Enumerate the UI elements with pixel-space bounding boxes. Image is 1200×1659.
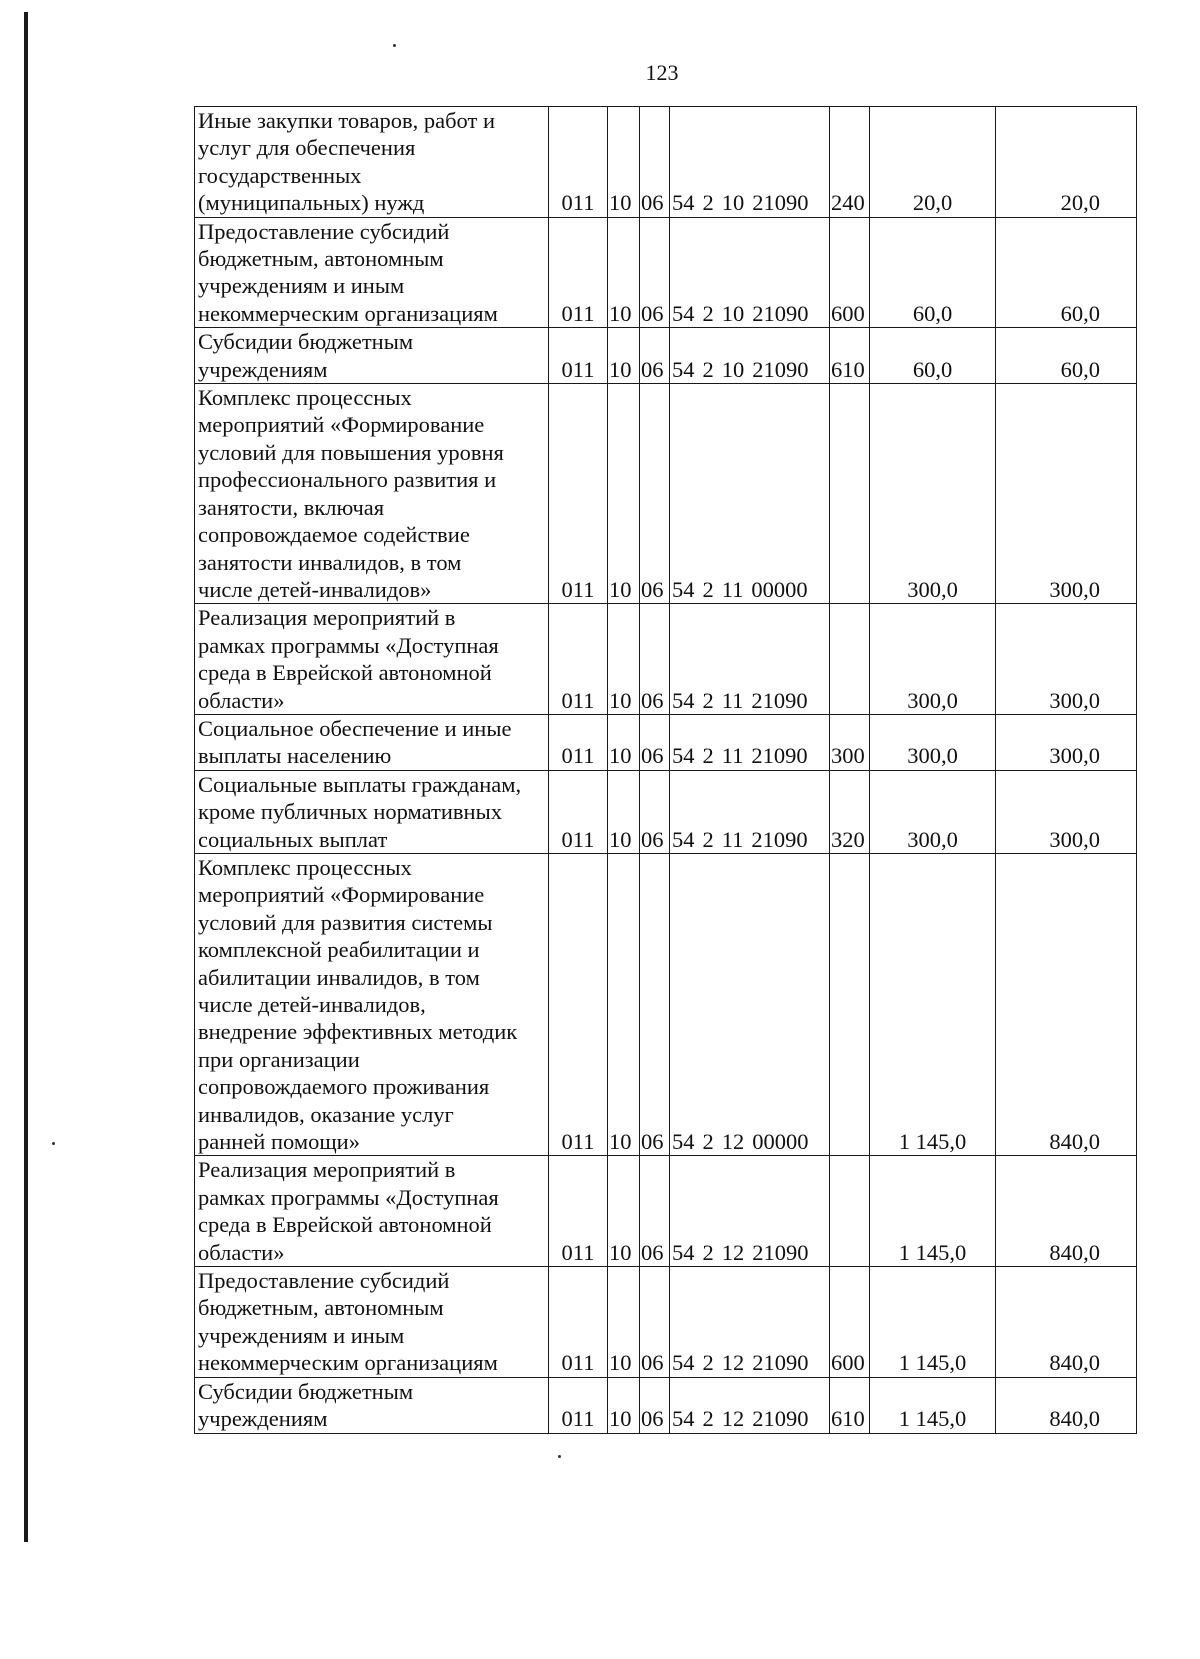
- target-article-code-part: 21090: [752, 190, 809, 216]
- expense-name-line: рамках программы «Доступная: [198, 632, 499, 658]
- subsection-code-cell: 06: [640, 328, 670, 384]
- table-row: [195, 1156, 1137, 1267]
- amount-year1-cell: 1 145,0: [870, 853, 996, 1155]
- target-article-code-part: 2: [702, 1406, 714, 1432]
- target-article-code-part: 21090: [752, 300, 809, 326]
- grbs-code-cell: 011: [549, 328, 608, 384]
- expense-name-line: среда в Еврейской автономной: [198, 1212, 492, 1238]
- target-article-code-part: 00000: [751, 576, 808, 602]
- table-row: [195, 217, 1137, 328]
- expense-name-line: условий для развития системы: [198, 909, 493, 935]
- target-article-code-part: 21090: [752, 356, 809, 382]
- amount-year2-cell: 300,0: [996, 604, 1137, 715]
- table-row: [195, 384, 1137, 604]
- expense-name-line: комплексной реабилитации и: [198, 937, 480, 963]
- expense-name-line: государственных: [198, 162, 362, 188]
- target-article-code-part: 2: [702, 300, 714, 326]
- amount-year1-cell: 60,0: [870, 217, 996, 328]
- subsection-code-cell: 06: [640, 1156, 670, 1267]
- target-article-code-part: 2: [702, 1129, 714, 1155]
- target-article-code-part: 2: [702, 1350, 714, 1376]
- grbs-code-cell: 011: [549, 853, 608, 1155]
- table-row: [195, 770, 1137, 853]
- expense-name-line: социальных выплат: [198, 826, 388, 852]
- expense-name-cell: [195, 328, 549, 384]
- expense-name-line: бюджетным, автономным: [198, 1295, 444, 1321]
- target-article-code-cell: [670, 1267, 830, 1378]
- expense-name-line: Комплекс процессных: [198, 385, 412, 411]
- scan-speck: [393, 44, 396, 47]
- target-article-code-cell: [670, 853, 830, 1155]
- expense-type-code-cell: 600: [830, 217, 870, 328]
- amount-year2-cell: 840,0: [996, 853, 1137, 1155]
- expense-name-line: профессионального развития и: [198, 467, 497, 493]
- expense-name-line: некоммерческим организациям: [198, 300, 498, 326]
- target-article-code-part: 21090: [751, 826, 808, 852]
- target-article-code-part: 2: [702, 1239, 714, 1265]
- expense-name-line: мероприятий «Формирование: [198, 882, 485, 908]
- grbs-code-cell: 011: [549, 107, 608, 218]
- subsection-code-cell: 06: [640, 384, 670, 604]
- expense-name-line: некоммерческим организациям: [198, 1350, 498, 1376]
- grbs-code-cell: 011: [549, 1267, 608, 1378]
- expense-name-cell: [195, 1377, 549, 1433]
- table-row: [195, 1377, 1137, 1433]
- target-article-code-part: 54: [672, 356, 695, 382]
- expense-type-code-cell: [830, 1156, 870, 1267]
- expense-name-line: занятости, включая: [198, 494, 385, 520]
- expense-type-code-cell: 610: [830, 328, 870, 384]
- amount-year1-cell: 300,0: [870, 714, 996, 770]
- expense-name-line: рамках программы «Доступная: [198, 1184, 499, 1210]
- amount-year1-cell: 60,0: [870, 328, 996, 384]
- expense-name-cell: [195, 714, 549, 770]
- target-article-code-part: 12: [721, 1406, 745, 1432]
- amount-year1-cell: 300,0: [870, 770, 996, 853]
- target-article-code-part: 2: [702, 826, 714, 852]
- expense-name-line: учреждениям: [198, 1406, 328, 1432]
- expense-name-line: мероприятий «Формирование: [198, 412, 485, 438]
- section-code-cell: 10: [608, 1267, 640, 1378]
- amount-year2-cell: 840,0: [996, 1156, 1137, 1267]
- target-article-code-cell: [670, 714, 830, 770]
- subsection-code-cell: 06: [640, 714, 670, 770]
- target-article-code-part: 54: [672, 190, 695, 216]
- target-article-code-part: 54: [672, 1129, 695, 1155]
- grbs-code-cell: 011: [549, 714, 608, 770]
- expense-name-line: кроме публичных нормативных: [198, 799, 502, 825]
- target-article-code-part: 54: [672, 1239, 695, 1265]
- target-article-code-part: 54: [672, 576, 695, 602]
- subsection-code-cell: 06: [640, 217, 670, 328]
- expense-name-line: области»: [198, 1239, 285, 1265]
- expense-name-line: Предоставление субсидий: [198, 1268, 450, 1294]
- amount-year1-cell: 300,0: [870, 604, 996, 715]
- target-article-code-part: 21090: [751, 743, 808, 769]
- target-article-code-part: 21090: [751, 687, 808, 713]
- amount-year1-cell: 20,0: [870, 107, 996, 218]
- grbs-code-cell: 011: [549, 1377, 608, 1433]
- expense-name-line: области»: [198, 687, 285, 713]
- page-number: 123: [645, 60, 679, 85]
- target-article-code-part: 2: [702, 743, 714, 769]
- amount-year2-cell: 60,0: [996, 217, 1137, 328]
- expense-name-line: при организации: [198, 1046, 360, 1072]
- expense-type-code-cell: [830, 604, 870, 715]
- target-article-code-cell: [670, 604, 830, 715]
- expense-name-line: условий для повышения уровня: [198, 439, 504, 465]
- section-code-cell: 10: [608, 217, 640, 328]
- expense-type-code-cell: 320: [830, 770, 870, 853]
- target-article-code-part: 12: [721, 1350, 745, 1376]
- expense-name-line: ранней помощи»: [198, 1129, 360, 1155]
- target-article-code-part: 21090: [752, 1350, 809, 1376]
- scan-speck: [558, 1455, 561, 1458]
- amount-year2-cell: 300,0: [996, 714, 1137, 770]
- expense-name-cell: [195, 1156, 549, 1267]
- section-code-cell: 10: [608, 384, 640, 604]
- table-row: [195, 328, 1137, 384]
- target-article-code-cell: [670, 384, 830, 604]
- section-code-cell: 10: [608, 1377, 640, 1433]
- grbs-code-cell: 011: [549, 217, 608, 328]
- subsection-code-cell: 06: [640, 1267, 670, 1378]
- target-article-code-part: 2: [702, 190, 714, 216]
- target-article-code-cell: [670, 1377, 830, 1433]
- amount-year1-cell: 1 145,0: [870, 1267, 996, 1378]
- expense-type-code-cell: 610: [830, 1377, 870, 1433]
- expense-name-line: учреждениям и иным: [198, 1322, 405, 1348]
- target-article-code-cell: [670, 328, 830, 384]
- target-article-code-part: 00000: [752, 1129, 809, 1155]
- target-article-code-part: 54: [672, 826, 695, 852]
- target-article-code-cell: [670, 107, 830, 218]
- subsection-code-cell: 06: [640, 1377, 670, 1433]
- expense-name-line: учреждениям: [198, 356, 328, 382]
- expense-type-code-cell: 600: [830, 1267, 870, 1378]
- expense-type-code-cell: 240: [830, 107, 870, 218]
- expense-name-cell: [195, 604, 549, 715]
- expense-name-line: Субсидии бюджетным: [198, 329, 414, 355]
- expense-name-line: абилитации инвалидов, в том: [198, 964, 480, 990]
- target-article-code-part: 11: [721, 687, 744, 713]
- amount-year2-cell: 300,0: [996, 384, 1137, 604]
- subsection-code-cell: 06: [640, 107, 670, 218]
- expense-name-line: сопровождаемое содействие: [198, 522, 470, 548]
- section-code-cell: 10: [608, 1156, 640, 1267]
- target-article-code-part: 10: [721, 190, 745, 216]
- expense-name-cell: [195, 1267, 549, 1378]
- section-code-cell: 10: [608, 853, 640, 1155]
- target-article-code-part: 11: [721, 743, 744, 769]
- scan-speck: [52, 1142, 55, 1145]
- expense-type-code-cell: 300: [830, 714, 870, 770]
- target-article-code-cell: [670, 1156, 830, 1267]
- expense-name-line: выплаты населению: [198, 743, 392, 769]
- expense-name-line: Реализация мероприятий в: [198, 1157, 456, 1183]
- expense-name-line: Комплекс процессных: [198, 854, 412, 880]
- target-article-code-part: 10: [721, 300, 745, 326]
- target-article-code-part: 54: [672, 1350, 695, 1376]
- target-article-code-part: 21090: [752, 1239, 809, 1265]
- target-article-code-cell: [670, 770, 830, 853]
- grbs-code-cell: 011: [549, 604, 608, 715]
- expense-type-code-cell: [830, 853, 870, 1155]
- target-article-code-part: 12: [721, 1129, 745, 1155]
- expense-name-line: инвалидов, оказание услуг: [198, 1101, 454, 1127]
- expense-name-line: внедрение эффективных методик: [198, 1019, 518, 1045]
- amount-year2-cell: 840,0: [996, 1267, 1137, 1378]
- expense-name-cell: [195, 384, 549, 604]
- table-row: [195, 1267, 1137, 1378]
- amount-year2-cell: 840,0: [996, 1377, 1137, 1433]
- expense-name-line: Субсидии бюджетным: [198, 1378, 414, 1404]
- expense-name-line: бюджетным, автономным: [198, 246, 444, 272]
- table-row: [195, 604, 1137, 715]
- expense-name-line: Социальное обеспечение и иные: [198, 715, 512, 741]
- table-row: [195, 714, 1137, 770]
- target-article-code-part: 2: [702, 356, 714, 382]
- scan-edge-line: [24, 12, 28, 1542]
- target-article-code-part: 11: [721, 826, 744, 852]
- expense-name-line: (муниципальных) нужд: [198, 190, 425, 216]
- expense-name-line: числе детей-инвалидов,: [198, 992, 426, 1017]
- expense-name-line: среда в Еврейской автономной: [198, 660, 492, 686]
- expense-name-line: Социальные выплаты гражданам,: [198, 771, 522, 797]
- amount-year1-cell: 300,0: [870, 384, 996, 604]
- budget-table: [194, 106, 1137, 1434]
- expense-name-cell: [195, 217, 549, 328]
- amount-year1-cell: 1 145,0: [870, 1156, 996, 1267]
- table-row: [195, 853, 1137, 1155]
- target-article-code-part: 21090: [752, 1406, 809, 1432]
- expense-type-code-cell: [830, 384, 870, 604]
- target-article-code-part: 2: [702, 687, 714, 713]
- target-article-code-cell: [670, 217, 830, 328]
- amount-year2-cell: 300,0: [996, 770, 1137, 853]
- target-article-code-part: 2: [702, 576, 714, 602]
- subsection-code-cell: 06: [640, 604, 670, 715]
- target-article-code-part: 54: [672, 1406, 695, 1432]
- section-code-cell: 10: [608, 107, 640, 218]
- expense-name-line: учреждениям и иным: [198, 273, 405, 299]
- amount-year2-cell: 20,0: [996, 107, 1137, 218]
- expense-name-line: числе детей-инвалидов»: [198, 576, 432, 602]
- subsection-code-cell: 06: [640, 770, 670, 853]
- expense-name-cell: [195, 770, 549, 853]
- subsection-code-cell: 06: [640, 853, 670, 1155]
- target-article-code-part: 54: [672, 687, 695, 713]
- amount-year2-cell: 60,0: [996, 328, 1137, 384]
- target-article-code-part: 54: [672, 300, 695, 326]
- expense-name-cell: [195, 853, 549, 1155]
- table-row: [195, 107, 1137, 218]
- expense-name-cell: [195, 107, 549, 218]
- expense-name-line: Реализация мероприятий в: [198, 605, 456, 631]
- expense-name-line: занятости инвалидов, в том: [198, 549, 462, 575]
- section-code-cell: 10: [608, 604, 640, 715]
- target-article-code-part: 12: [721, 1239, 745, 1265]
- section-code-cell: 10: [608, 714, 640, 770]
- target-article-code-part: 10: [721, 356, 745, 382]
- section-code-cell: 10: [608, 328, 640, 384]
- section-code-cell: 10: [608, 770, 640, 853]
- expense-name-line: Иные закупки товаров, работ и: [198, 108, 496, 133]
- grbs-code-cell: 011: [549, 770, 608, 853]
- target-article-code-part: 54: [672, 743, 695, 769]
- target-article-code-part: 11: [721, 576, 744, 602]
- amount-year1-cell: 1 145,0: [870, 1377, 996, 1433]
- expense-name-line: услуг для обеспечения: [198, 135, 416, 161]
- grbs-code-cell: 011: [549, 384, 608, 604]
- grbs-code-cell: 011: [549, 1156, 608, 1267]
- expense-name-line: Предоставление субсидий: [198, 218, 450, 244]
- expense-name-line: сопровождаемого проживания: [198, 1074, 490, 1100]
